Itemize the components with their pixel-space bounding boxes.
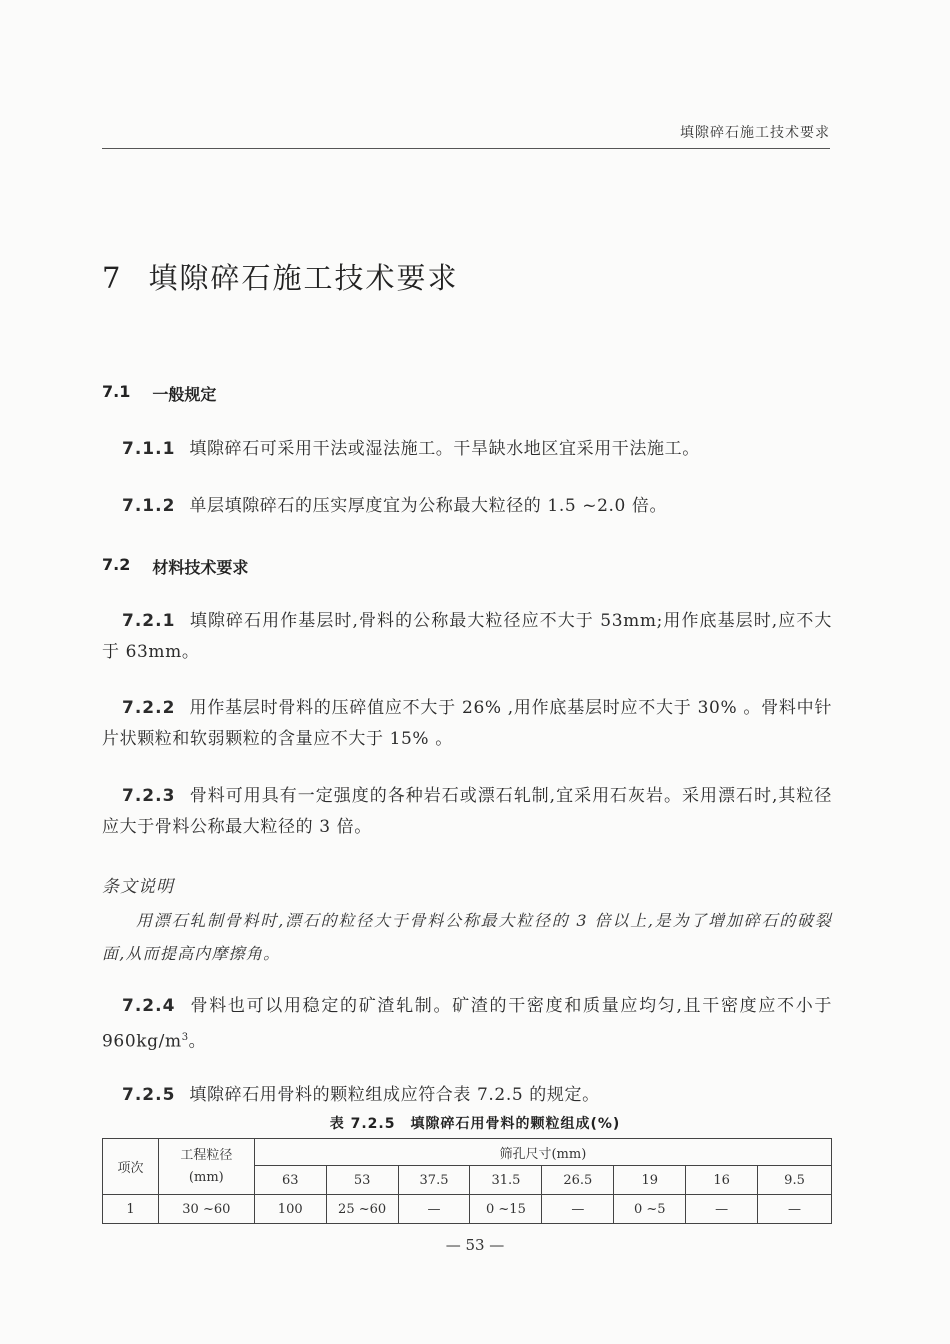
header-rule: [102, 148, 830, 149]
chapter-number: 7: [102, 261, 123, 295]
clause-number: 7.2.3: [122, 786, 176, 806]
chapter-title: [102, 256, 458, 297]
clause-number: 7.2.2: [122, 698, 176, 718]
sieve-size: 19: [614, 1166, 686, 1195]
cell-value: —: [542, 1195, 614, 1224]
clause-text: 填隙碎石可采用干法或湿法施工。干旱缺水地区宜采用干法施工。: [189, 439, 700, 459]
cell-value: 0 ~5: [614, 1195, 686, 1224]
section-title: 材料技术要求: [152, 558, 249, 577]
clause-7-2-2: [102, 693, 832, 755]
clause-7-2-5: [102, 1080, 832, 1111]
section-number: 7.2: [102, 555, 131, 574]
clause-number: 7.2.5: [122, 1085, 176, 1105]
cell-value: 100: [254, 1195, 326, 1224]
sieve-size: 16: [686, 1166, 758, 1195]
header-item: 项次: [103, 1139, 159, 1195]
section-heading-7-2: [102, 555, 248, 578]
table-caption: 表 7.2.5 填隙碎石用骨料的颗粒组成(%): [329, 1116, 621, 1132]
cell-grain: 30 ~60: [158, 1195, 254, 1224]
clause-text: 用作基层时骨料的压碎值应不大于 26% ,用作底基层时应不大于 30% 。骨料中针片状颗粒和软弱颗粒的含量应不大于 15% 。: [102, 698, 832, 749]
cell-value: —: [758, 1195, 832, 1224]
header-sieve: 筛孔尺寸(mm): [254, 1139, 831, 1166]
clause-text: 骨料可用具有一定强度的各种岩石或漂石轧制,宜采用石灰岩。采用漂石时,其粒径应大于骨料公称最大粒径的 3 倍。: [102, 786, 832, 837]
clause-7-2-3: [102, 781, 832, 843]
sieve-size: 37.5: [398, 1166, 470, 1195]
table-row: [103, 1195, 832, 1224]
clause-7-2-4: [102, 991, 832, 1058]
page-number: — 53 —: [445, 1236, 505, 1254]
grain-composition-table: [102, 1138, 832, 1224]
clause-7-2-1: [102, 606, 832, 668]
section-number: 7.1: [102, 382, 131, 401]
clause-7-1-1: [102, 434, 832, 465]
sieve-size: 63: [254, 1166, 326, 1195]
cell-value: —: [398, 1195, 470, 1224]
clause-text: 骨料也可以用稳定的矿渣轧制。矿渣的干密度和质量应均匀,且干密度应不小于 960kg/m: [102, 996, 832, 1052]
clause-number: 7.1.2: [122, 496, 176, 516]
header-grain-unit: (mm): [188, 1169, 224, 1185]
clause-text: 填隙碎石用骨料的颗粒组成应符合表 7.2.5 的规定。: [189, 1085, 600, 1105]
clause-number: 7.1.1: [122, 439, 176, 459]
note-text: 用漂石轧制骨料时,漂石的粒径大于骨料公称最大粒径的 3 倍以上,是为了增加碎石的破裂面,从而提高内摩擦角。: [102, 911, 832, 963]
clause-text: 填隙碎石用作基层时,骨料的公称最大粒径应不大于 53mm;用作底基层时,应不大于 63mm。: [102, 611, 832, 662]
clause-number: 7.2.1: [122, 611, 176, 631]
sieve-size: 31.5: [470, 1166, 542, 1195]
superscript: 3: [181, 1032, 189, 1043]
sieve-size: 9.5: [758, 1166, 832, 1195]
note-heading: 条文说明: [102, 877, 174, 897]
cell-value: 0 ~15: [470, 1195, 542, 1224]
clause-number: 7.2.4: [122, 996, 176, 1016]
clause-7-1-2: [102, 491, 832, 522]
chapter-title-text: 填隙碎石施工技术要求: [148, 261, 459, 295]
header-grain: [158, 1139, 254, 1195]
sieve-size: 26.5: [542, 1166, 614, 1195]
cell-item: 1: [103, 1195, 159, 1224]
section-title: 一般规定: [152, 385, 217, 404]
header-grain-label: 工程粒径: [180, 1147, 233, 1163]
clause-text: 单层填隙碎石的压实厚度宜为公称最大粒径的 1.5 ~2.0 倍。: [189, 496, 668, 516]
clause-text-end: 。: [188, 1031, 207, 1052]
sieve-size: 53: [326, 1166, 398, 1195]
running-head: 填隙碎石施工技术要求: [680, 125, 830, 141]
cell-value: 25 ~60: [326, 1195, 398, 1224]
section-heading-7-1: [102, 382, 216, 405]
cell-value: —: [686, 1195, 758, 1224]
